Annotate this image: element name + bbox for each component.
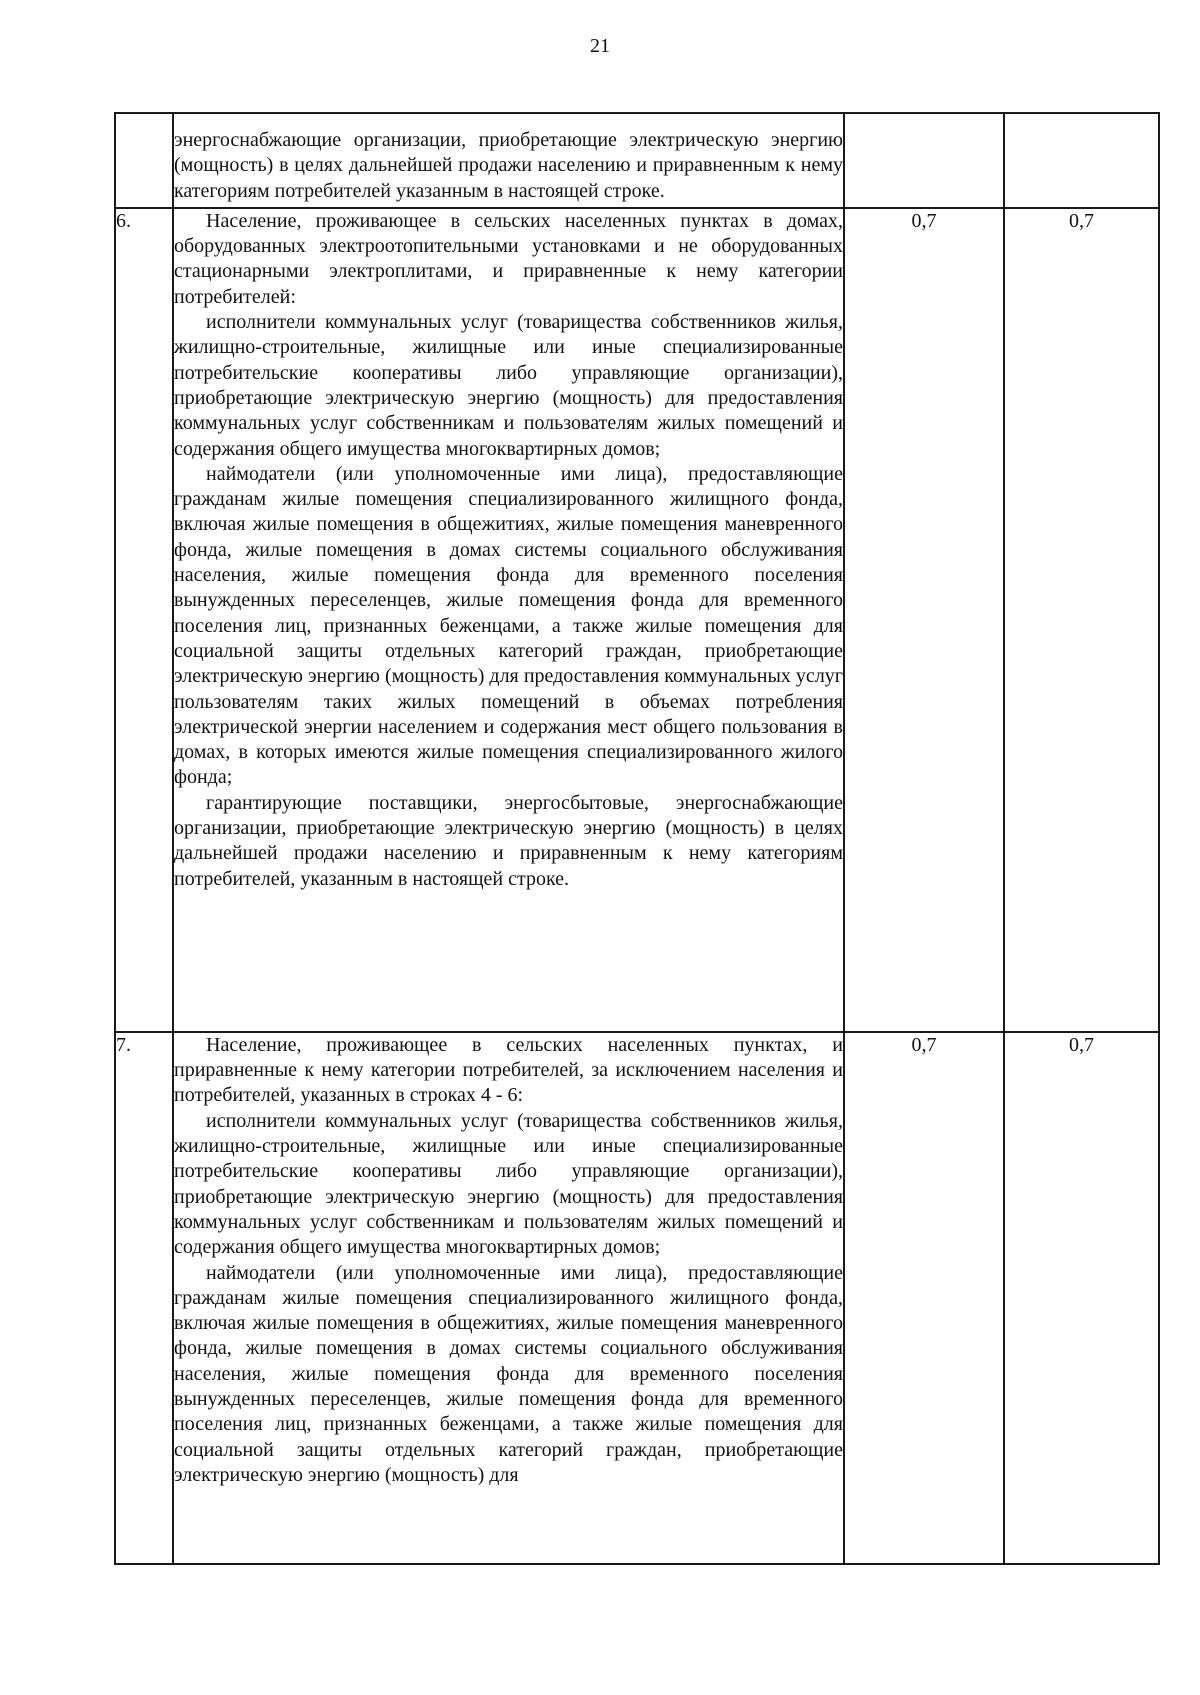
row-value-2-cell: [1004, 113, 1159, 208]
row-paragraph: энергоснабжающие организации, приобретающие электрическую энергию (мощность) в целях дальнейшей продажи населению и приравненным к нему категориям потребителей указанным в настоящей строке.: [174, 129, 843, 202]
row-paragraph: Население, проживающее в сельских населенных пунктах, и приравненные к нему категории потребителей, за исключением населения и потребителей, указанных в строках 4 - 6:: [174, 1033, 843, 1107]
row-value-1-cell: [844, 113, 1004, 208]
row-value-1-cell: 0,7: [844, 208, 1004, 1032]
row-paragraph: Население, проживающее в сельских населенных пунктах в домах, оборудованных электроотопительными установками и не оборудованных стационарными электроплитами, и приравненные к нему категории потребителей:: [174, 209, 843, 308]
row-paragraph: исполнители коммунальных услуг (товарищества собственников жилья, жилищно-строительные, жилищные или иные специализированные потребительские кооперативы либо управляющие организации), приобретающие электрическую энергию (мощность) для предоставления коммунальных услуг собственникам и пользователям жилых помещений и содержания общего имущества многоквартирных домов;: [174, 1109, 843, 1259]
row-paragraph: наймодатели (или уполномоченные ими лица), предоставляющие гражданам жилые помещения специализированного жилищного фонда, включая жилые помещения в общежитиях, жилые помещения маневренного фонда, жилые помещения в домах системы социального обслуживания населения, жилые помещения фонда для временного поселения вынужденных переселенцев, жилые помещения фонда для временного поселения лиц, признанных беженцами, а также жилые помещения для социальной защиты отдельных категорий граждан, приобретающие электрическую энергию (мощность) для предоставления коммунальных услуг пользователям таких жилых помещений в объемах потребления электрической энергии населением и содержания мест общего пользования в домах, в которых имеются жилые помещения специализированного жилого фонда;: [174, 462, 843, 789]
table-row: [115, 1032, 1159, 1564]
row-description-cell: [173, 208, 844, 1032]
row-paragraph: исполнители коммунальных услуг (товарищества собственников жилья, жилищно-строительные, жилищные или иные специализированные потребительские кооперативы либо управляющие организации), приобретающие электрическую энергию (мощность) для предоставления коммунальных услуг собственникам и пользователям жилых помещений и содержания общего имущества многоквартирных домов;: [174, 311, 843, 460]
row-paragraph: наймодатели (или уполномоченные ими лица), предоставляющие гражданам жилые помещения специализированного жилищного фонда, включая жилые помещения в общежитиях, жилые помещения маневренного фонда, жилые помещения в домах системы социального обслуживания населения, жилые помещения фонда для временного поселения вынужденных переселенцев, жилые помещения фонда для временного поселения лиц, признанных беженцами, а также жилые помещения для социальной защиты отдельных категорий граждан, приобретающие электрическую энергию (мощность) для: [174, 1261, 843, 1486]
row-paragraph: гарантирующие поставщики, энергосбытовые, энергоснабжающие организации, приобретающие электрическую энергию (мощность) в целях дальнейшей продажи населению и приравненным к нему категориям потребителей, указанным в настоящей строке.: [174, 791, 843, 890]
row-number-cell: [115, 113, 173, 208]
row-value-1-cell: 0,7: [844, 1032, 1004, 1564]
row-description-cell: [173, 113, 844, 208]
table-row: [115, 208, 1159, 1032]
row-number-cell: 6.: [115, 208, 173, 1032]
table-row: [115, 113, 1159, 208]
row-value-2-cell: 0,7: [1004, 1032, 1159, 1564]
page-number: 21: [590, 35, 610, 57]
row-number-cell: 7.: [115, 1032, 173, 1564]
row-description-cell: [173, 1032, 844, 1564]
tariff-table: [114, 112, 1160, 1565]
row-value-2-cell: 0,7: [1004, 208, 1159, 1032]
